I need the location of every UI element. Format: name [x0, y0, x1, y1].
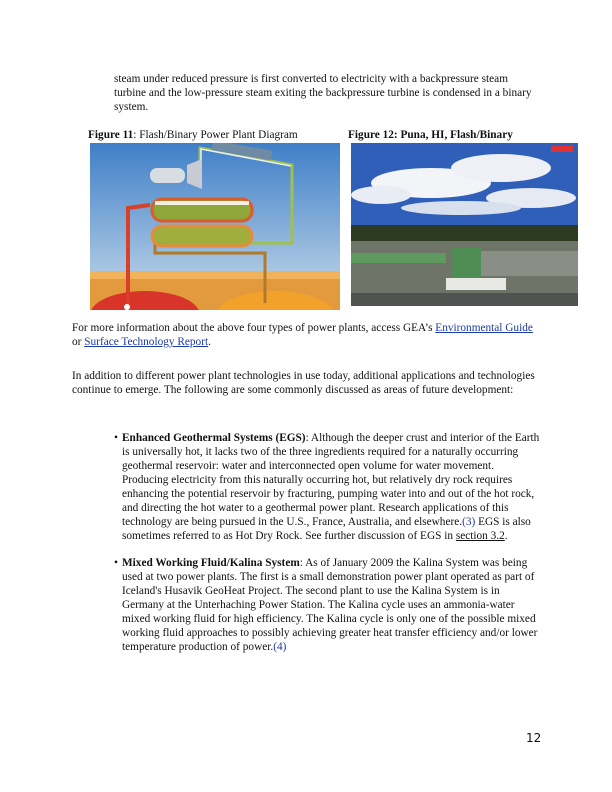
- figure-11-caption: [88, 128, 298, 142]
- figure-11-title: : Flash/Binary Power Plant Diagram: [133, 129, 298, 141]
- development-paragraph: In addition to different power plant technologies in use today, additional applications and technologies continue to emerge. The following are some commonly discussed as areas of future development:: [72, 370, 535, 396]
- period: .: [504, 530, 508, 542]
- bullet-egs: [114, 431, 540, 543]
- bullet-body: : Although the deeper crust and interior of the Earth is universally hot, it lacks two of the three ingredients required for a naturally occurring geothermal reservoir: water and interconnected open volume for water movement. Producing electricity from this naturally occurring hot, but relatively dry rock requires enhancing the potential reservoir by fracturing, pumping water into and out of the hot rock, and directing the hot water to a geothermal power plant. Research applications of this technology are being pursued in the U.S., France, Australia, and elsewhere.: [122, 432, 540, 528]
- reference-4-link[interactable]: (4): [273, 641, 287, 653]
- environmental-guide-link[interactable]: Environmental Guide: [435, 322, 533, 334]
- bullet-icon: •: [114, 432, 118, 444]
- puna-plant-photo: [351, 143, 578, 306]
- bullet-kalina: [114, 556, 540, 654]
- figure-11-label: Figure 11: [88, 129, 134, 141]
- surface-technology-report-link[interactable]: Surface Technology Report: [84, 336, 209, 348]
- bullet-title: Enhanced Geothermal Systems (EGS): [122, 432, 306, 444]
- reference-3-link[interactable]: (3): [462, 516, 476, 528]
- flash-binary-diagram: [90, 143, 340, 310]
- intro-paragraph: steam under reduced pressure is first converted to electricity with a backpressure steam turbine and the low-pressure steam exiting the backpressure turbine is condensed in a binary system.: [114, 73, 532, 113]
- more-info-text: For more information about the above four types of power plants, access GEA’s: [72, 322, 436, 334]
- bullet-icon: •: [114, 557, 118, 569]
- bullet-title: Mixed Working Fluid/Kalina System: [122, 557, 300, 569]
- more-info-paragraph: [72, 321, 542, 349]
- bullet-body: : As of January 2009 the Kalina System was being used at two power plants. The first is a small demonstration power plant operated as part of Iceland's Husavik GeoHeat Project. The second plant to use the Kalina System is in Germany at the Unterhaching Power Station. The Kalina cycle uses an ammonia-water mixed working fluid for high efficiency. The Kalina cycle is only one of the possible mixed working fluid approaches to possibly achieving greater heat transfer efficiency and/or lower temperature production of power.: [122, 557, 538, 653]
- period: .: [208, 336, 211, 348]
- section-3-2-link[interactable]: section 3.2: [455, 530, 505, 542]
- or-text: or: [72, 336, 85, 348]
- page-number: 12: [526, 731, 542, 745]
- figure-12-caption: Figure 12: Puna, HI, Flash/Binary: [348, 129, 513, 141]
- bullet-tail: EGS is also sometimes referred to as Hot Dry Rock. See further discussion of EGS in: [122, 516, 531, 542]
